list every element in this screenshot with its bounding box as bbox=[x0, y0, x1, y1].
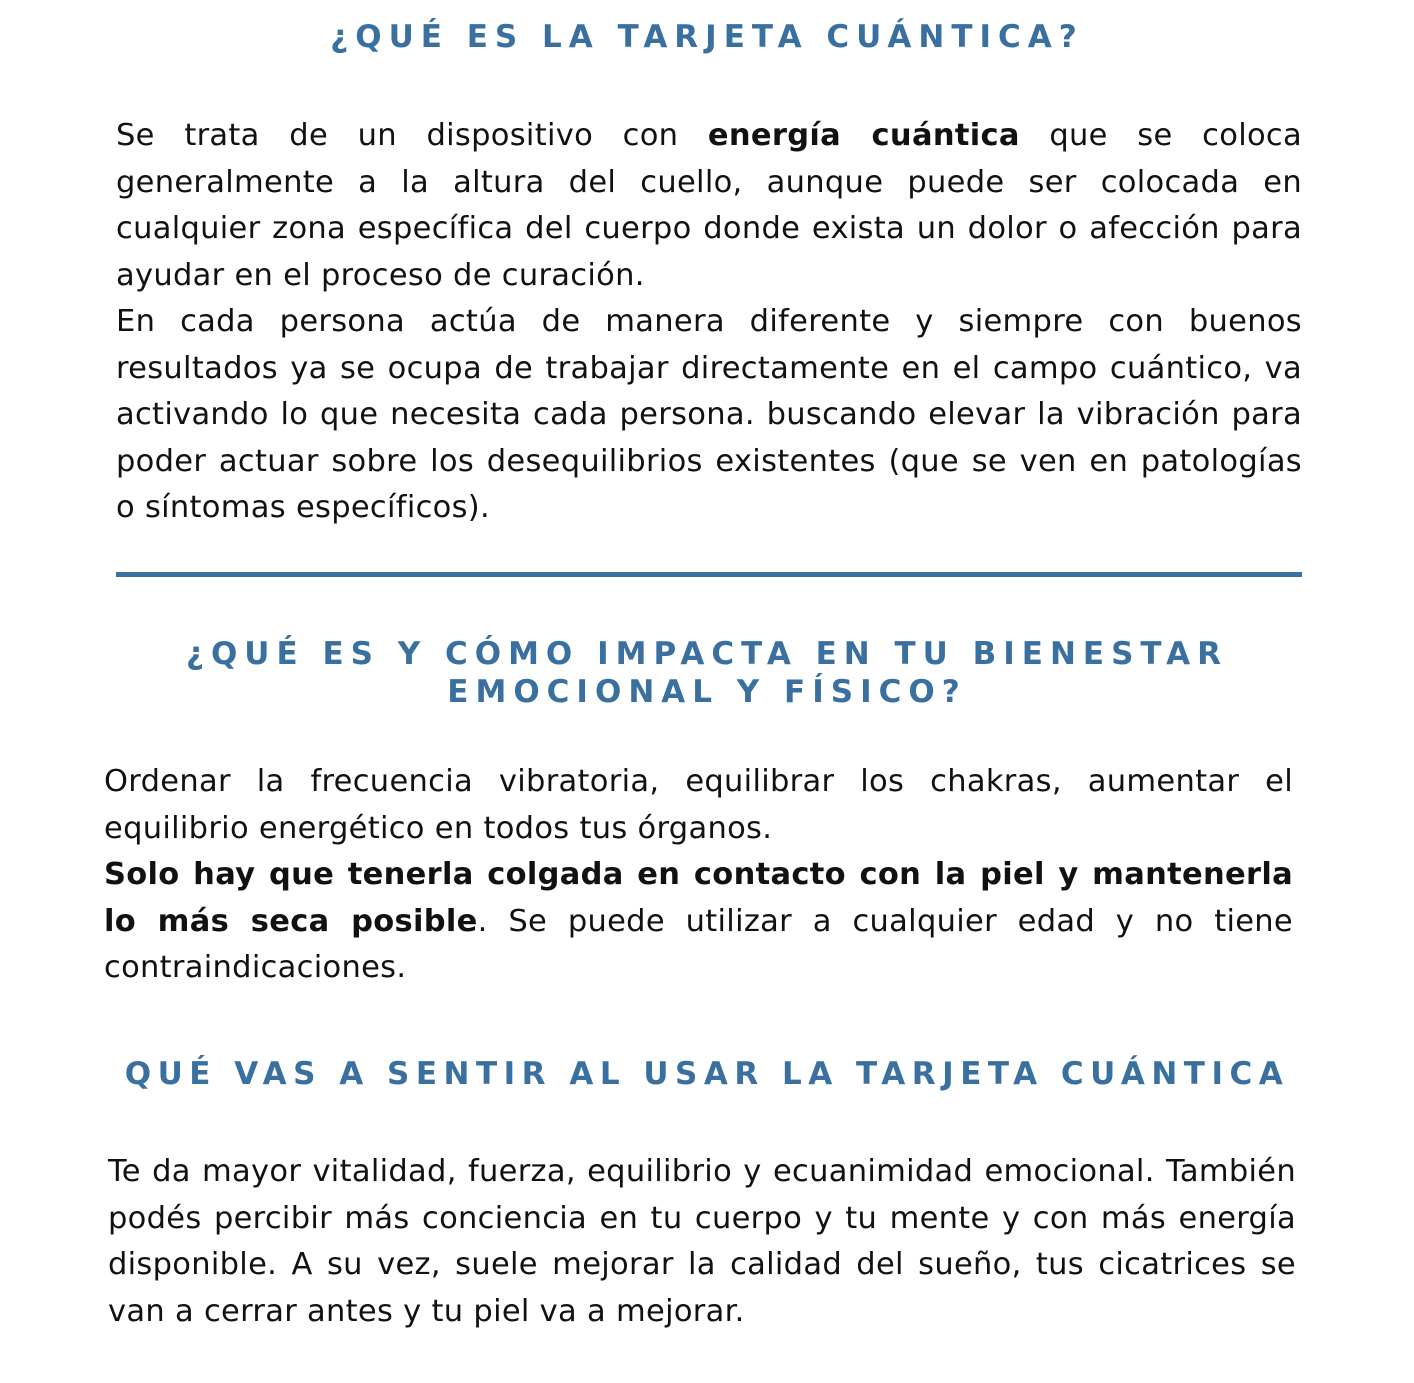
section2-body bbox=[104, 759, 1293, 992]
section2-p2-bold: Solo hay que tenerla colgada en contacto con la piel y mantenerla lo más seca posible bbox=[104, 857, 1293, 939]
section1-body bbox=[116, 113, 1302, 532]
section3-body bbox=[108, 1149, 1296, 1335]
section1-heading: ¿QUÉ ES LA TARJETA CUÁNTICA? bbox=[330, 19, 1084, 55]
section3-paragraph-1: Te da mayor vitalidad, fuerza, equilibrio y ecuanimidad emocional. También podés percibir más conciencia en tu cuerpo y tu mente y con más energía disponible. A su vez, suele mejorar la calidad del sueño, tus cicatrices se van a cerrar antes y tu piel va a mejorar. bbox=[108, 1154, 1296, 1329]
section3-heading: QUÉ VAS A SENTIR AL USAR LA TARJETA CUÁNTICA bbox=[124, 1056, 1290, 1092]
section2-paragraph-1: Ordenar la frecuencia vibratoria, equilibrar los chakras, aumentar el equilibrio energético en todos tus órganos. bbox=[104, 764, 1293, 846]
section2-heading-line2: EMOCIONAL Y FÍSICO? bbox=[447, 674, 967, 710]
section1-paragraph-1 bbox=[116, 113, 1302, 299]
section2-heading-line1: ¿QUÉ ES Y CÓMO IMPACTA EN TU BIENESTAR bbox=[185, 636, 1229, 672]
section2-paragraph-2 bbox=[104, 852, 1293, 992]
section2-p2-rest: . Se puede utilizar a cualquier edad y no tiene contraindicaciones. bbox=[104, 903, 1293, 985]
section-divider bbox=[116, 572, 1302, 577]
section1-paragraph-2: En cada persona actúa de manera diferente y siempre con buenos resultados ya se ocupa de trabajar directamente en el campo cuántico, va activando lo que necesita cada persona. buscando elevar la vibración para poder actuar sobre los desequilibrios existentes (que se ven en patologías o síntomas específicos). bbox=[116, 304, 1302, 525]
section1-p1-bold: energía cuántica bbox=[707, 118, 1020, 153]
section1-p1-text-a: Se trata de un dispositivo con bbox=[116, 118, 708, 153]
section2-heading bbox=[0, 635, 1414, 711]
section1-p1-text-b: que se coloca generalmente a la altura del cuello, aunque puede ser colocada en cualquier zona específica del cuerpo donde exista un dolor o afección para ayudar en el proceso de curación. bbox=[116, 118, 1302, 293]
